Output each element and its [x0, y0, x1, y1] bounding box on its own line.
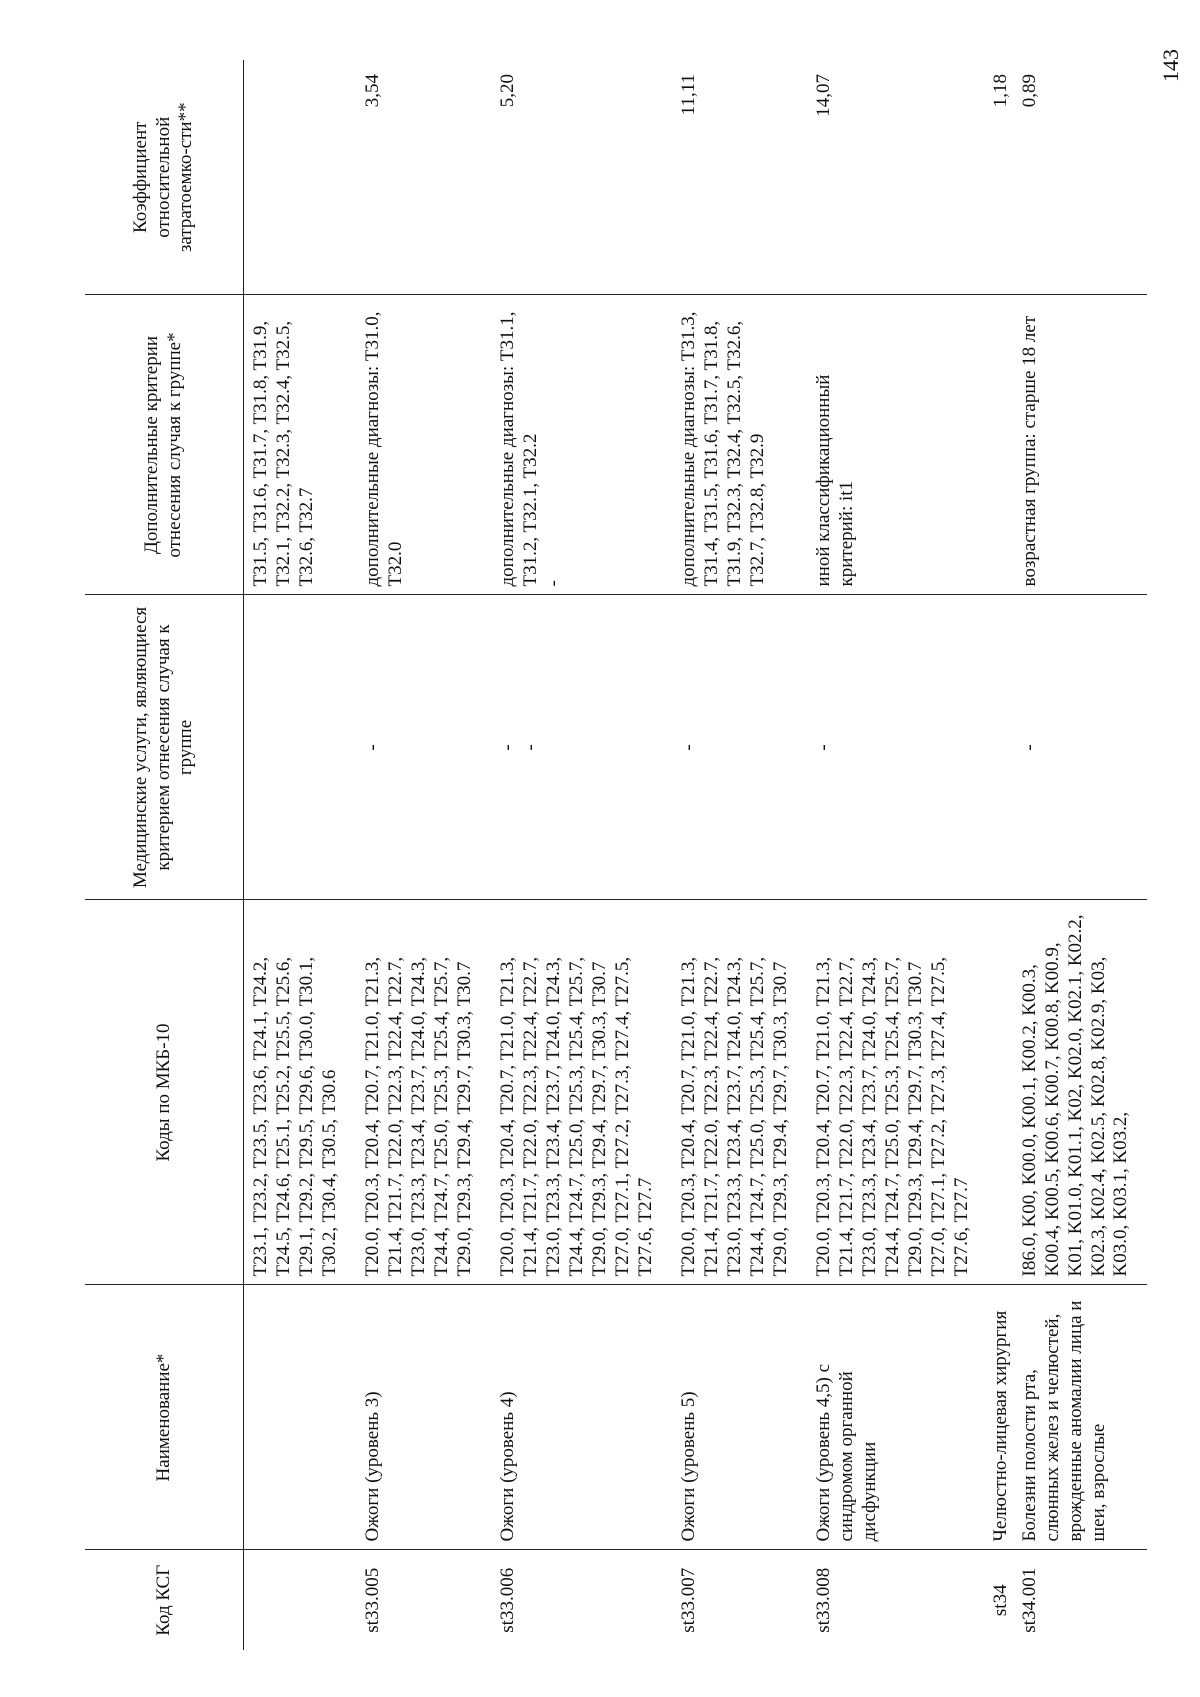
cell-code: st33.008	[812, 1567, 834, 1633]
cell-name	[244, 1285, 356, 1550]
cell-icd: T20.0, T20.3, T20.4, T20.7, T21.0, T21.3, T21.4, T21.7, T22.0, T22.3, T22.4, T22.7, T23.0, T23.3, T23.4, T23.7, T24.0, T24.3, T24.4, T24.7, T25.0, T25.3, T25.4, T25.7, T29.0, T29.3, T29.4, T29.7, T30.3, T30.7 T27.0, T27.1, T27.2, T27.3, T27.4, T27.5, T27.6, T27.7	[491, 900, 672, 1285]
cell-coef: 5,20	[491, 60, 672, 295]
cell-extra: дополнительные диагнозы: T31.3, T31.4, T31.5, T31.6, T31.7, T31.8, T31.9, T32.3, T32.4, T32.5, T32.6, T32.7, T32.8, T32.9	[672, 295, 807, 595]
cell-code: st34.001	[1018, 1567, 1040, 1633]
cell-icd: I86.0, K00, K00.0, K00.1, K00.2, K00.3, K00.4, K00.5, K00.6, K00.7, K00.8, K00.9, K01, K01.0, K01.1, K02, K02.0, K02.1, K02.2, K02.3, K02.4, K02.5, K02.8, K02.9, K03, K03.0, K03.1, K03.2,	[1013, 900, 1148, 1285]
header-coef: Коэффициент относительной затратоемко-сти**	[85, 60, 244, 295]
section-row	[988, 60, 1013, 1650]
cell-services	[244, 595, 356, 900]
cell-name: Ожоги (уровень 4,5) с синдромом органной дисфункции	[807, 1285, 988, 1550]
cell-name: Ожоги (уровень 4)	[491, 1285, 672, 1550]
cell-coef: 14,07	[807, 60, 988, 295]
table-row	[807, 60, 988, 1650]
cell-icd: T20.0, T20.3, T20.4, T20.7, T21.0, T21.3, T21.4, T21.7, T22.0, T22.3, T22.4, T22.7, T23.0, T23.3, T23.4, T23.7, T24.0, T24.3, T24.4, T24.7, T25.0, T25.3, T25.4, T25.7, T29.0, T29.3, T29.4, T29.7, T30.3, T30.7	[356, 900, 491, 1285]
rotated-table-container	[85, 60, 1132, 1650]
cell-icd: T20.0, T20.3, T20.4, T20.7, T21.0, T21.3, T21.4, T21.7, T22.0, T22.3, T22.4, T22.7, T23.0, T23.3, T23.4, T23.7, T24.0, T24.3, T24.4, T24.7, T25.0, T25.3, T25.4, T25.7, T29.0, T29.3, T29.4, T29.7, T30.3, T30.7 T27.0, T27.1, T27.2, T27.3, T27.4, T27.5, T27.6, T27.7	[807, 900, 988, 1285]
section-code: st34	[989, 1584, 1011, 1617]
table-header-row	[85, 60, 244, 1650]
cell-extra: дополнительные диагнозы: T31.0, T32.0	[356, 295, 491, 595]
cell-coef: 0,89	[1013, 60, 1148, 295]
cell-coef: 11,11	[672, 60, 807, 295]
section-services	[988, 595, 1013, 900]
cell-services: -	[356, 595, 491, 900]
cell-extra: возрастная группа: старше 18 лет	[1013, 295, 1148, 595]
header-code: Код КСГ	[85, 1550, 244, 1650]
table-row	[491, 60, 672, 1650]
page-number: 143	[1158, 49, 1183, 82]
cell-icd: T20.0, T20.3, T20.4, T20.7, T21.0, T21.3, T21.4, T21.7, T22.0, T22.3, T22.4, T22.7, T23.0, T23.3, T23.4, T23.7, T24.0, T24.3, T24.4, T24.7, T25.0, T25.3, T25.4, T25.7, T29.0, T29.3, T29.4, T29.7, T30.3, T30.7	[672, 900, 807, 1285]
cell-icd: T23.1, T23.2, T23.5, T23.6, T24.1, T24.2, T24.5, T24.6, T25.1, T25.2, T25.5, T25.6, T29.1, T29.2, T29.5, T29.6, T30.0, T30.1, T30.2, T30.4, T30.5, T30.6	[244, 900, 356, 1285]
cell-services: -	[672, 595, 807, 900]
table-row	[356, 60, 491, 1650]
section-coef: 1,18	[988, 60, 1013, 295]
cell-services: - -	[491, 595, 672, 900]
cell-extra: иной классификационный критерий: it1	[807, 295, 988, 595]
cell-extra: дополнительные диагнозы: T31.1, T31.2, T32.1, T32.2 -	[491, 295, 672, 595]
cell-name: Ожоги (уровень 5)	[672, 1285, 807, 1550]
section-extra	[988, 295, 1013, 595]
header-services: Медицинские услуги, являющиеся критерием отнесения случая к группе	[85, 595, 244, 900]
header-name: Наименование*	[85, 1285, 244, 1550]
header-icd: Коды по МКБ-10	[85, 900, 244, 1285]
cell-name: Болезни полости рта, слюнных желез и челюстей, врожденные аномалии лица и шеи, взрослые	[1013, 1285, 1148, 1550]
cell-services: -	[1013, 595, 1148, 900]
ksg-table	[85, 60, 1147, 1650]
table-row	[244, 60, 356, 1650]
cell-code	[244, 1550, 356, 1650]
table-row	[672, 60, 807, 1650]
section-icd	[988, 900, 1013, 1285]
cell-coef	[244, 60, 356, 295]
cell-extra: T31.5, T31.6, T31.7, T31.8, T31.9, T32.1, T32.2, T32.3, T32.4, T32.5, T32.6, T32.7	[244, 295, 356, 595]
cell-code: st33.007	[677, 1567, 699, 1633]
header-extra: Дополнительные критерии отнесения случая к группе*	[85, 295, 244, 595]
table-row	[1013, 60, 1148, 1650]
cell-coef: 3,54	[356, 60, 491, 295]
cell-code: st33.005	[361, 1567, 383, 1633]
cell-services: -	[807, 595, 988, 900]
section-name: Челюстно-лицевая хирургия	[988, 1285, 1013, 1550]
cell-name: Ожоги (уровень 3)	[356, 1285, 491, 1550]
cell-code: st33.006	[496, 1567, 518, 1633]
